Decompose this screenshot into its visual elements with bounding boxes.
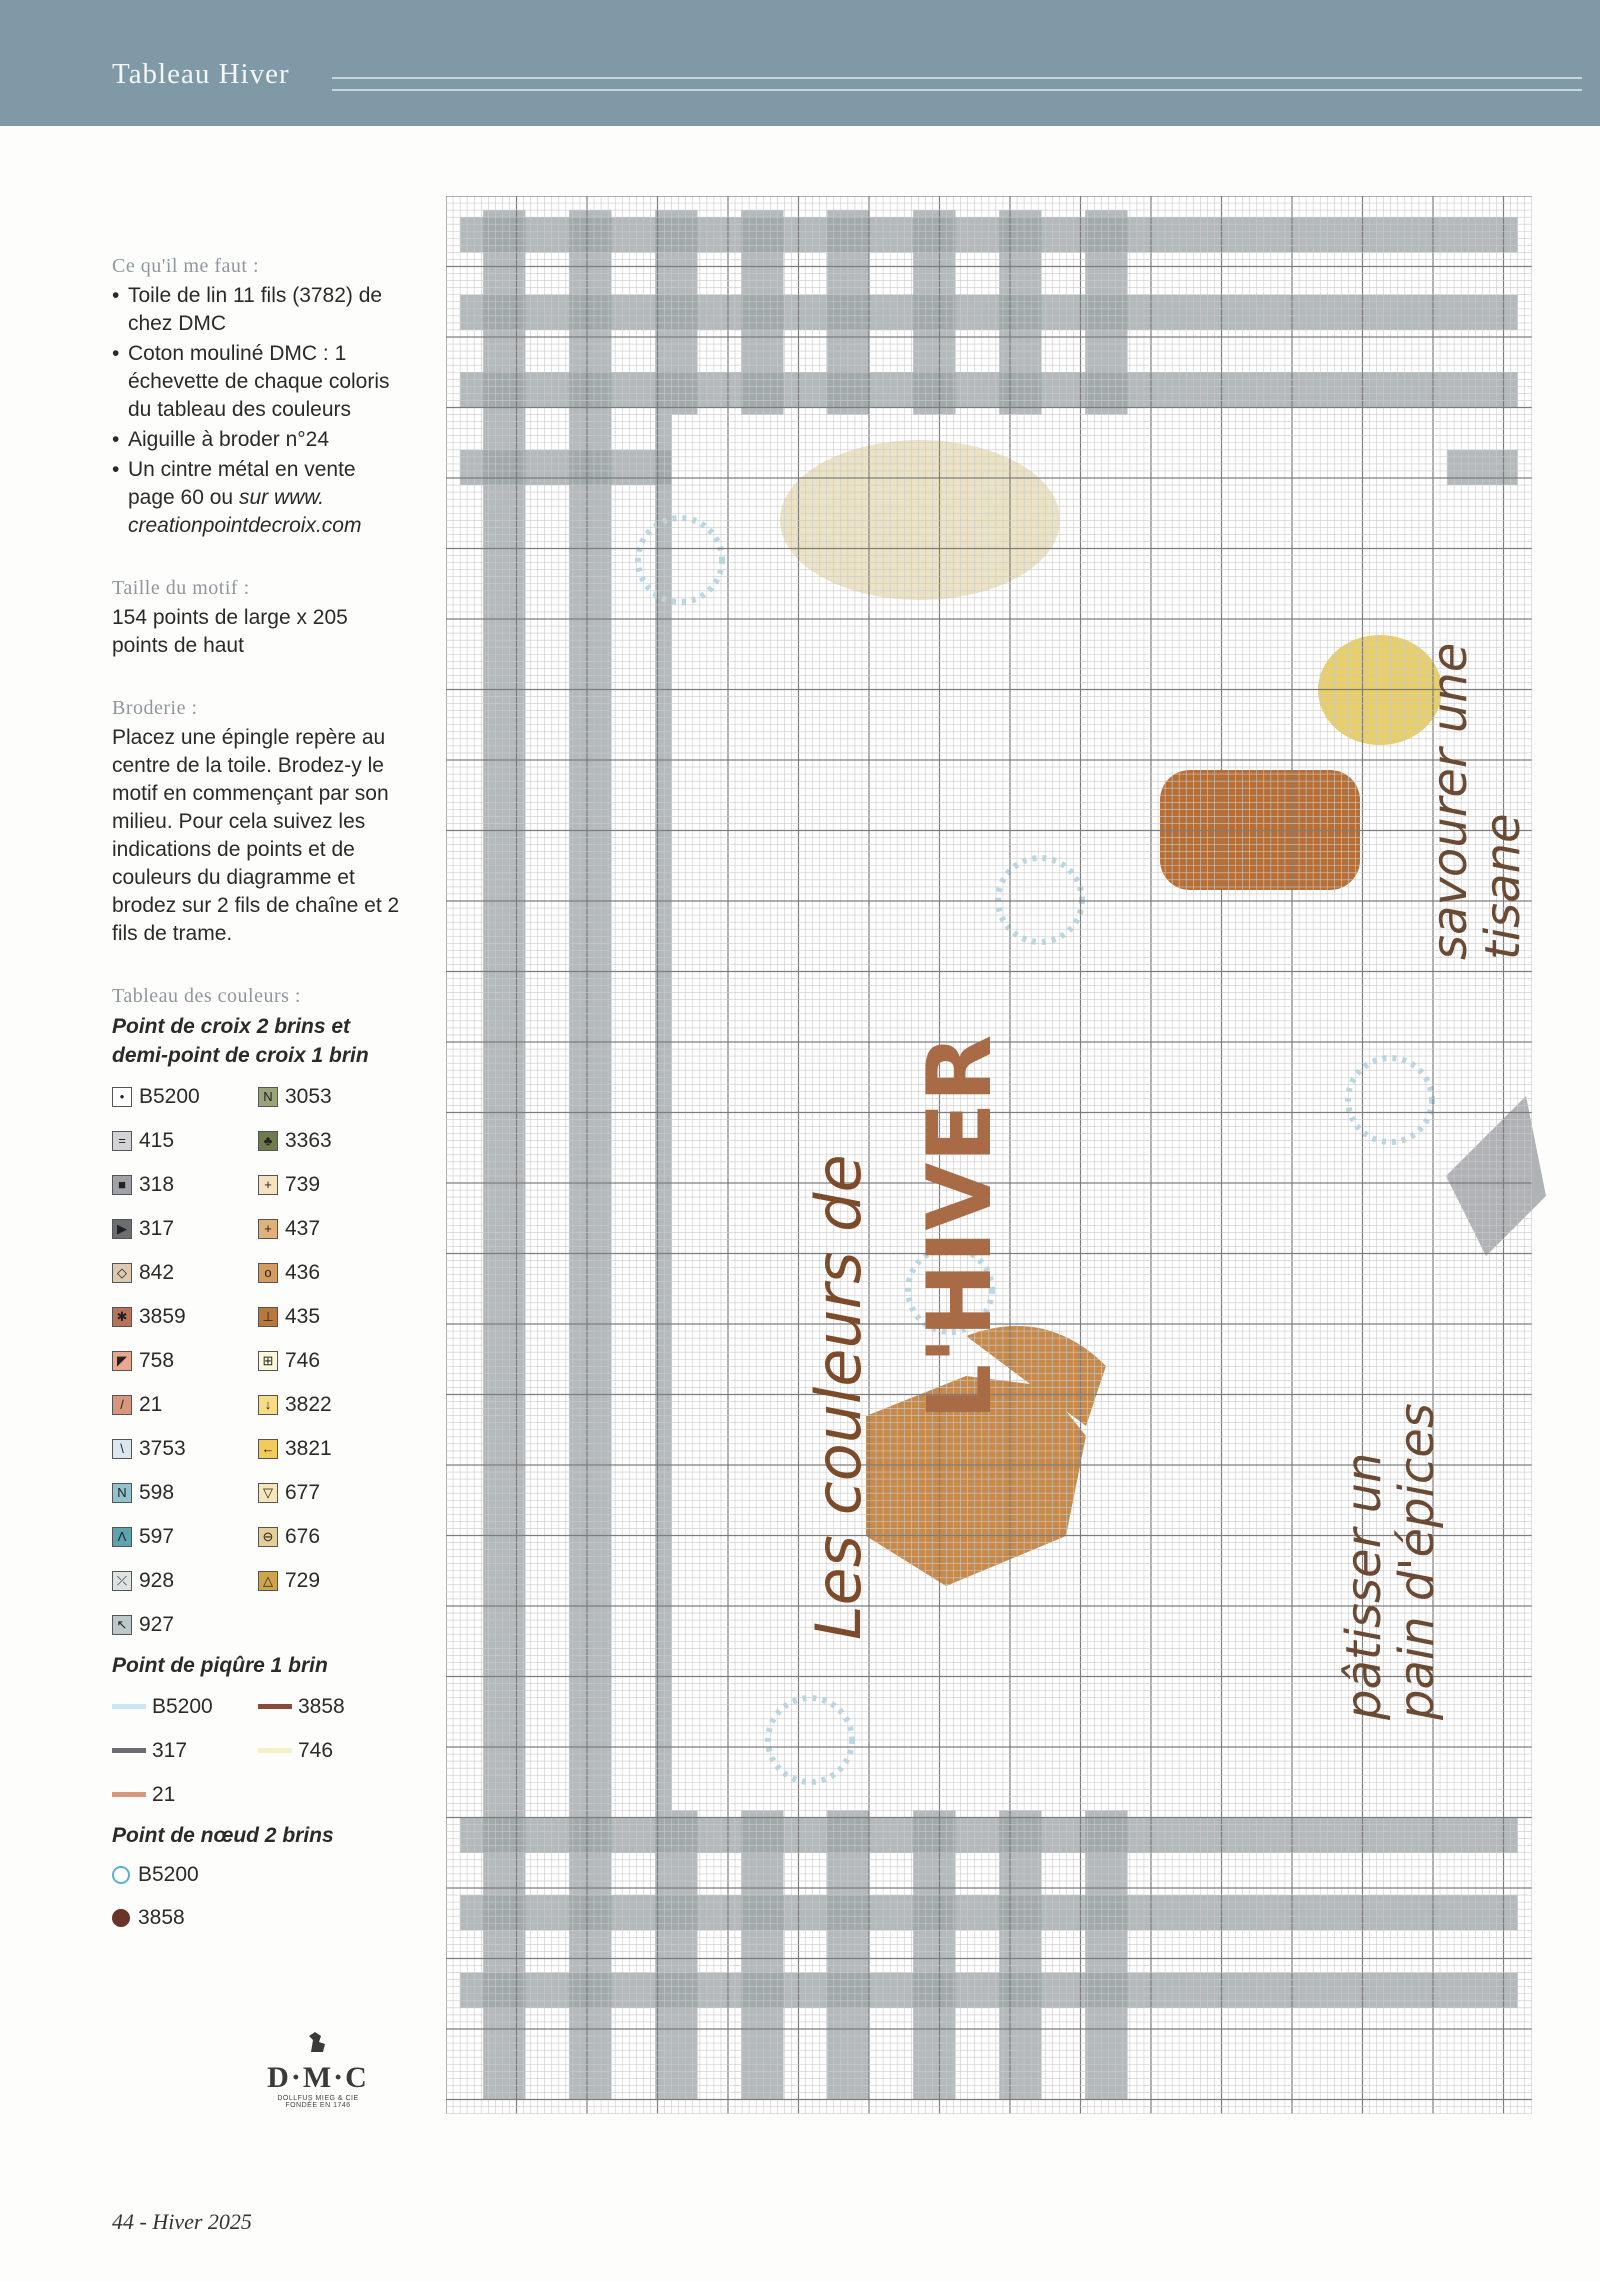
color-swatch-icon: + — [258, 1219, 278, 1239]
sidebar — [112, 252, 402, 1946]
requirements-section — [112, 252, 402, 540]
color-code: B5200 — [152, 1694, 213, 1718]
color-key-item — [258, 1258, 404, 1287]
header-bar — [0, 0, 1600, 126]
color-code: 3859 — [139, 1304, 186, 1328]
knot-title: Point de nœud 2 brins — [112, 1824, 334, 1847]
requirement-item: • Coton mouliné DMC : 1 échevette de chaque coloris du tableau des couleurs — [112, 340, 402, 424]
color-key-item — [258, 1434, 404, 1463]
backstitch-legend — [112, 1692, 402, 1809]
color-key-item — [112, 1566, 258, 1595]
color-swatch-icon: ← — [258, 1439, 278, 1459]
backstitch-key-item — [112, 1780, 258, 1809]
color-key-item — [112, 1346, 258, 1375]
color-key-item — [112, 1522, 258, 1551]
color-code: 758 — [139, 1348, 175, 1372]
color-key-item — [258, 1522, 404, 1551]
color-swatch-icon: ♣ — [258, 1131, 278, 1151]
chart-canvas — [446, 196, 1546, 2116]
color-code: 842 — [139, 1260, 175, 1284]
knot-key-item — [112, 1903, 402, 1932]
color-key-item — [112, 1302, 258, 1331]
color-swatch-icon: ✱ — [112, 1307, 132, 1327]
color-key-item — [112, 1258, 258, 1287]
logo-mark: D·M·C — [267, 2061, 369, 2094]
color-key-item — [112, 1170, 258, 1199]
chart-text-line: pâtisser un — [1336, 1452, 1392, 1720]
color-code: 927 — [139, 1612, 175, 1636]
knot-legend — [112, 1860, 402, 1932]
requirement-text: Un cintre métal en vente page 60 ou — [128, 458, 356, 509]
color-key-item — [258, 1302, 404, 1331]
dmc-logo — [258, 2030, 378, 2109]
embroidery-title: Broderie : — [112, 697, 198, 719]
color-code: 928 — [139, 1568, 175, 1592]
color-key-item — [258, 1478, 404, 1507]
color-swatch-icon: ◤ — [112, 1351, 132, 1371]
color-code: 437 — [285, 1216, 321, 1240]
website-link[interactable]: sur www. creationpointdecroix.com — [128, 486, 362, 537]
knot-key-item — [112, 1860, 402, 1889]
color-key-item — [258, 1214, 404, 1243]
color-key-item — [112, 1434, 258, 1463]
chart-text-line: pain d'épices — [1388, 1403, 1445, 1720]
page-title: Tableau Hiver — [112, 58, 290, 90]
color-code: 3822 — [285, 1392, 332, 1416]
color-code: 3363 — [285, 1128, 332, 1152]
size-section — [112, 574, 402, 660]
french-knot-icon — [112, 1866, 130, 1884]
colors-section — [112, 982, 402, 1932]
color-swatch-icon: ⊖ — [258, 1527, 278, 1547]
color-key-item — [112, 1478, 258, 1507]
color-code: 746 — [285, 1348, 321, 1372]
requirements-title: Ce qu'il me faut : — [112, 255, 260, 277]
color-swatch-icon: ▶ — [112, 1219, 132, 1239]
backstitch-key-item — [112, 1692, 258, 1721]
requirement-item — [112, 456, 402, 540]
size-title: Taille du motif : — [112, 577, 250, 599]
backstitch-line-icon — [258, 1704, 292, 1709]
color-swatch-icon: • — [112, 1087, 132, 1107]
color-key-item — [258, 1566, 404, 1595]
color-code: 3821 — [285, 1436, 332, 1460]
color-key-item — [258, 1126, 404, 1155]
color-code: 435 — [285, 1304, 321, 1328]
requirement-item: • Toile de lin 11 fils (3782) de chez DMC — [112, 282, 402, 338]
color-swatch-icon: ↖ — [112, 1615, 132, 1635]
color-code: 21 — [152, 1782, 176, 1806]
embroidery-text: Placez une épingle repère au centre de la toile. Brodez-y le motif en commençant par son milieu. Pour cela suivez les indications de points et de couleurs du diagramme et brodez sur 2 fils de chaîne et 2 fils de trame. — [112, 726, 400, 945]
color-swatch-icon: ⤫ — [112, 1571, 132, 1591]
color-code: 3753 — [139, 1436, 186, 1460]
chart-text-hiver: L'HIVER — [908, 1034, 1011, 1420]
size-text: 154 points de large x 205 points de haut — [112, 606, 348, 657]
header-rule — [332, 77, 1582, 91]
color-swatch-icon: ■ — [112, 1175, 132, 1195]
color-key-item — [258, 1082, 404, 1111]
color-key-item — [112, 1214, 258, 1243]
color-swatch-icon: ↓ — [258, 1395, 278, 1415]
color-key-item — [112, 1082, 258, 1111]
horse-icon — [301, 2030, 335, 2054]
color-key-item — [258, 1346, 404, 1375]
color-code: 3053 — [285, 1084, 332, 1108]
color-code: 21 — [139, 1392, 163, 1416]
backstitch-key-item — [258, 1736, 404, 1765]
backstitch-line-icon — [112, 1792, 146, 1797]
requirement-item: • Aiguille à broder n°24 — [112, 426, 402, 454]
color-swatch-icon: o — [258, 1263, 278, 1283]
french-knot-icon — [112, 1909, 130, 1927]
backstitch-key-item — [112, 1736, 258, 1765]
cross-stitch-title: Point de croix 2 brins et demi-point de croix 1 brin — [112, 1015, 369, 1067]
logo-line1: DOLLFUS MIEG & CIE — [277, 2095, 359, 2102]
color-swatch-icon: = — [112, 1131, 132, 1151]
chart-text-les-couleurs: Les couleurs de — [802, 1154, 875, 1640]
backstitch-line-icon — [112, 1704, 146, 1709]
color-code: 436 — [285, 1260, 321, 1284]
color-code: B5200 — [139, 1084, 200, 1108]
color-swatch-icon: △ — [258, 1571, 278, 1591]
color-code: B5200 — [138, 1862, 199, 1886]
color-swatch-icon: ◇ — [112, 1263, 132, 1283]
backstitch-title: Point de piqûre 1 brin — [112, 1654, 328, 1677]
issue-label: Hiver 2025 — [152, 2209, 252, 2234]
chart-text-line: savourer une — [1422, 642, 1478, 960]
color-swatch-icon: ⊞ — [258, 1351, 278, 1371]
color-code: 415 — [139, 1128, 175, 1152]
color-code: 3858 — [298, 1694, 345, 1718]
color-key-item — [258, 1170, 404, 1199]
color-swatch-icon: N — [258, 1087, 278, 1107]
color-swatch-icon: ▽ — [258, 1483, 278, 1503]
color-key-item — [112, 1126, 258, 1155]
color-code: 597 — [139, 1524, 175, 1548]
backstitch-key-item — [258, 1692, 404, 1721]
color-code: 317 — [152, 1738, 188, 1762]
color-swatch-icon: \ — [112, 1439, 132, 1459]
color-key-item — [258, 1390, 404, 1419]
color-code: 676 — [285, 1524, 321, 1548]
color-swatch-icon: Λ — [112, 1527, 132, 1547]
color-code: 318 — [139, 1172, 175, 1196]
color-code: 3858 — [138, 1905, 185, 1929]
page-footer — [112, 2209, 252, 2235]
color-code: 729 — [285, 1568, 321, 1592]
color-swatch-icon: ⊥ — [258, 1307, 278, 1327]
color-key-item — [112, 1390, 258, 1419]
cross-stitch-legend — [112, 1082, 402, 1639]
color-swatch-icon: N — [112, 1483, 132, 1503]
page-number: 44 - — [112, 2209, 153, 2234]
colors-title: Tableau des couleurs : — [112, 985, 301, 1007]
cross-stitch-chart — [446, 196, 1546, 2116]
backstitch-line-icon — [258, 1748, 292, 1753]
color-code: 598 — [139, 1480, 175, 1504]
backstitch-line-icon — [112, 1748, 146, 1753]
color-code: 746 — [298, 1738, 334, 1762]
color-code: 317 — [139, 1216, 175, 1240]
chart-text-line: tisane — [1474, 813, 1531, 960]
embroidery-section — [112, 694, 402, 948]
color-code: 739 — [285, 1172, 321, 1196]
logo-line2: FONDÉE EN 1746 — [285, 2102, 351, 2109]
color-swatch-icon: + — [258, 1175, 278, 1195]
requirements-list — [112, 282, 402, 540]
color-key-item — [112, 1610, 258, 1639]
color-code: 677 — [285, 1480, 321, 1504]
color-swatch-icon: / — [112, 1395, 132, 1415]
